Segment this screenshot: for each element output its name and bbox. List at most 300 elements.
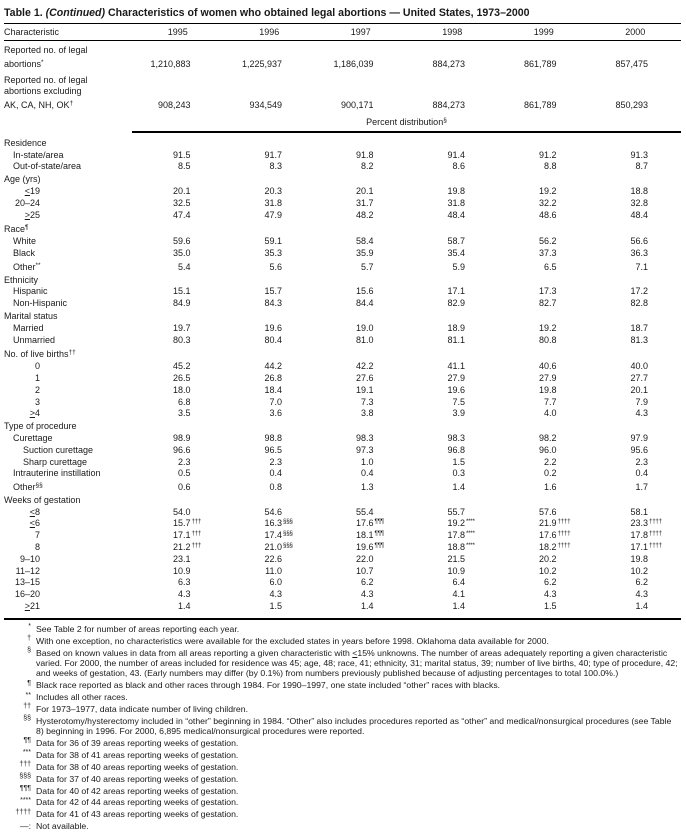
value-cell: 19.8 xyxy=(630,553,648,564)
row-label: <8 xyxy=(29,506,40,517)
footnote-marker: †† xyxy=(23,703,31,711)
value-cell: 0.4 xyxy=(360,468,374,479)
value-cell: 5.4 xyxy=(177,261,191,272)
footnote-text: Data for 38 of 41 areas reporting weeks of gestation. xyxy=(36,749,239,760)
spanner-row xyxy=(4,112,681,132)
value-cell: 1,225,937 xyxy=(241,58,282,69)
section-heading-row xyxy=(4,132,681,150)
footnote-mark: ¶¶¶ xyxy=(374,542,384,550)
footnote-mark: **** xyxy=(466,542,475,550)
footnote-marker: § xyxy=(27,647,31,655)
footnote-marker: †††† xyxy=(15,808,31,816)
year-header: 1998 xyxy=(407,24,499,41)
section-heading: No. of live births†† xyxy=(4,349,76,360)
data-row xyxy=(4,408,681,420)
row-label: Curettage xyxy=(13,432,53,443)
table-body xyxy=(4,41,681,619)
value-cell: 6.8 xyxy=(177,396,191,407)
row-label: Sharp curettage xyxy=(23,456,88,467)
value-cell: 18.7 xyxy=(630,322,648,333)
footnote-list xyxy=(4,624,681,832)
value-cell: 17.1 xyxy=(447,286,465,297)
value-cell: 91.5 xyxy=(172,149,191,160)
footnote-mark: * xyxy=(41,58,44,66)
data-row xyxy=(4,323,681,335)
value-cell: 0.2 xyxy=(543,468,557,479)
footnote-item xyxy=(4,762,681,772)
value-cell: 6.0 xyxy=(269,577,282,588)
footnote-mark: ** xyxy=(35,261,41,269)
footnote-mark: ¶ xyxy=(25,224,29,232)
value-cell: 884,273 xyxy=(432,100,465,111)
footnote-mark: ††† xyxy=(191,542,202,550)
value-cell: 4.3 xyxy=(635,408,648,419)
data-row xyxy=(4,298,681,310)
value-cell: 97.9 xyxy=(630,432,648,443)
value-cell: 19.1 xyxy=(355,384,374,395)
value-cell: 54.0 xyxy=(172,506,191,517)
value-cell: 1.4 xyxy=(177,601,191,612)
value-cell: 18.4 xyxy=(264,384,282,395)
value-cell: 58.4 xyxy=(355,236,374,247)
value-cell: 98.3 xyxy=(355,432,374,443)
footnote-marker: ** xyxy=(25,691,31,699)
footnote-mark: †††† xyxy=(557,518,571,526)
value-cell: 19.8 xyxy=(447,185,465,196)
value-cell: 96.6 xyxy=(172,444,191,455)
value-cell: 21.0 §§§ xyxy=(264,542,293,553)
footnote-item xyxy=(4,692,681,702)
row-label: 2 xyxy=(34,384,40,395)
characteristic-header: Characteristic xyxy=(4,24,132,41)
row-label: <19 xyxy=(24,185,40,196)
value-cell: 4.3 xyxy=(543,589,557,600)
footnote-text: With one exception, no characteristics were available for the excluded states in years before 1998. Oklahoma data available for 2000. xyxy=(36,635,549,646)
footnote-text: Data for 42 of 44 areas reporting weeks of gestation. xyxy=(36,797,239,808)
table-title xyxy=(4,7,681,19)
value-cell: 4.3 xyxy=(177,589,191,600)
footnote-marker: * xyxy=(28,623,31,631)
value-cell: 18.8 **** xyxy=(447,542,475,553)
footnote-mark: †† xyxy=(68,349,76,357)
row-label: 7 xyxy=(34,530,40,541)
section-heading: Weeks of gestation xyxy=(4,494,81,505)
value-cell: 861,789 xyxy=(523,58,557,69)
footnote-text: Hysterotomy/hysterectomy included in “other” beginning in 1984. “Other” also includes procedures reported as “other” and medical/nonsurgical procedures (see Table 8) beginning in 1996. For 2000, 6,895 medical/nonsurgical procedures were reported. xyxy=(36,715,672,737)
value-cell: 26.8 xyxy=(264,372,282,383)
value-cell: 18.2 †††† xyxy=(538,542,571,553)
section-heading: Age (yrs) xyxy=(4,174,41,185)
value-cell: 82.7 xyxy=(538,298,557,309)
value-cell: 54.6 xyxy=(264,506,282,517)
footnote-marker: *** xyxy=(22,749,31,757)
row-label: >4 xyxy=(29,408,40,419)
value-cell: 31.8 xyxy=(447,197,465,208)
section-heading: Type of procedure xyxy=(4,421,77,432)
footnote-mark: §§ xyxy=(35,482,43,490)
value-cell: 98.9 xyxy=(172,432,191,443)
row-label: Reported no. of legal abortions excluding AK, CA, NH, OK† xyxy=(4,74,88,111)
footnote-item xyxy=(4,774,681,784)
table-title-continued: (Continued) xyxy=(45,7,106,19)
footnote-item xyxy=(4,809,681,819)
value-cell: 18.1 ¶¶¶ xyxy=(355,530,384,541)
value-cell: 1.4 xyxy=(452,482,465,493)
section-heading-row xyxy=(4,346,681,361)
value-cell: 91.2 xyxy=(538,149,557,160)
value-cell: 19.6 xyxy=(447,384,465,395)
value-cell: 48.4 xyxy=(630,209,648,220)
row-label: Intrauterine instillation xyxy=(13,468,101,479)
value-cell: 20.2 xyxy=(538,553,557,564)
value-cell: 934,549 xyxy=(249,100,282,111)
value-cell: 4.3 xyxy=(269,589,282,600)
value-cell: 84.4 xyxy=(355,298,374,309)
footnote-text: Data for 36 of 39 areas reporting weeks of gestation. xyxy=(36,737,239,748)
value-cell: 8.8 xyxy=(543,161,557,172)
year-header: 1997 xyxy=(315,24,407,41)
value-cell: 17.8 **** xyxy=(447,530,475,541)
row-label: White xyxy=(13,236,37,247)
value-cell: 8.3 xyxy=(269,161,282,172)
footnote-marker: —: xyxy=(19,821,31,832)
value-cell: 23.1 xyxy=(172,553,191,564)
footnote-text: See Table 2 for number of areas reporting each year. xyxy=(36,623,240,634)
value-cell: 3.9 xyxy=(452,408,465,419)
count-row xyxy=(4,71,681,112)
value-cell: 10.2 xyxy=(630,565,648,576)
footnote-mark: ¶¶¶ xyxy=(374,518,384,526)
data-row xyxy=(4,542,681,554)
count-row xyxy=(4,41,681,71)
row-label: Non-Hispanic xyxy=(13,298,68,309)
value-cell: 884,273 xyxy=(432,58,465,69)
value-cell: 2.3 xyxy=(177,456,191,467)
value-cell: 10.9 xyxy=(172,565,191,576)
data-row xyxy=(4,480,681,494)
footnote-mark: †††† xyxy=(649,530,662,538)
value-cell: 91.3 xyxy=(630,149,648,160)
year-header: 1996 xyxy=(224,24,316,41)
value-cell: 27.6 xyxy=(355,372,374,383)
footnote-item xyxy=(4,821,681,831)
row-label: 0 xyxy=(34,361,40,372)
section-heading-row xyxy=(4,494,681,507)
data-row xyxy=(4,161,681,173)
value-cell: 97.3 xyxy=(355,444,374,455)
value-cell: 0.5 xyxy=(177,468,191,479)
value-cell: 6.5 xyxy=(543,261,557,272)
value-cell: 32.5 xyxy=(172,197,191,208)
year-header: 2000 xyxy=(590,24,682,41)
value-cell: 84.3 xyxy=(264,298,282,309)
row-label: Married xyxy=(13,322,44,333)
value-cell: 98.2 xyxy=(538,432,557,443)
data-row xyxy=(4,507,681,519)
footnote-mark: ††† xyxy=(191,518,202,526)
value-cell: 37.3 xyxy=(538,247,557,258)
value-cell: 8.5 xyxy=(177,161,191,172)
data-row xyxy=(4,260,681,274)
value-cell: 81.0 xyxy=(355,334,374,345)
value-cell: 82.9 xyxy=(447,298,465,309)
value-cell: 1.5 xyxy=(452,456,465,467)
row-label: 11–12 xyxy=(15,565,40,576)
value-cell: 56.6 xyxy=(630,236,648,247)
value-cell: 0.4 xyxy=(635,468,648,479)
footnote-mark: §§§ xyxy=(283,530,293,538)
value-cell: 80.3 xyxy=(172,334,191,345)
section-heading-row xyxy=(4,173,681,186)
footnote-item xyxy=(4,738,681,748)
value-cell: 11.0 xyxy=(265,565,282,576)
value-cell: 20.1 xyxy=(172,185,191,196)
section-heading: Residence xyxy=(4,137,47,148)
footnote-text: Data for 38 of 40 areas reporting weeks of gestation. xyxy=(36,761,239,772)
value-cell: 22.6 xyxy=(264,553,282,564)
year-header: 1999 xyxy=(498,24,590,41)
value-cell: 850,293 xyxy=(615,100,648,111)
value-cell: 44.2 xyxy=(264,361,282,372)
value-cell: 1.6 xyxy=(543,482,557,493)
value-cell: 47.4 xyxy=(172,209,191,220)
value-cell: 21.2 ††† xyxy=(172,542,202,553)
value-cell: 48.6 xyxy=(538,209,557,220)
row-label: >25 xyxy=(24,209,40,220)
data-row xyxy=(4,457,681,469)
value-cell: 1.4 xyxy=(635,601,648,612)
footnote-marker: §§§ xyxy=(19,773,31,781)
value-cell: 84.9 xyxy=(172,298,191,309)
value-cell: 19.2 xyxy=(538,322,557,333)
value-cell: 20.1 xyxy=(355,185,374,196)
footnote-mark: ††† xyxy=(191,530,202,538)
value-cell: 18.8 xyxy=(630,185,648,196)
value-cell: 59.6 xyxy=(172,236,191,247)
data-row xyxy=(4,210,681,222)
value-cell: 19.2 **** xyxy=(447,518,475,529)
row-label: Other§§ xyxy=(13,482,43,493)
value-cell: 58.1 xyxy=(630,506,648,517)
value-cell: 27.7 xyxy=(630,372,648,383)
characteristics-table xyxy=(4,23,681,620)
value-cell: 6.3 xyxy=(177,577,191,588)
value-cell: 4.3 xyxy=(360,589,374,600)
data-row xyxy=(4,150,681,162)
value-cell: 81.3 xyxy=(630,334,648,345)
row-label: Other** xyxy=(13,261,41,272)
value-cell: 98.8 xyxy=(264,432,282,443)
row-label: Reported no. of legal abortions* xyxy=(4,45,88,69)
footnote-text: Data for 40 of 42 areas reporting weeks of gestation. xyxy=(36,785,239,796)
data-row xyxy=(4,186,681,198)
footnote-text: For 1973–1977, data indicate number of living children. xyxy=(36,703,249,714)
section-heading-row xyxy=(4,221,681,236)
value-cell: 35.3 xyxy=(264,247,282,258)
data-row xyxy=(4,445,681,457)
footnote-mark: **** xyxy=(466,518,475,526)
value-cell: 17.3 xyxy=(538,286,557,297)
value-cell: 7.0 xyxy=(269,396,282,407)
data-row xyxy=(4,566,681,578)
footnote-item xyxy=(4,786,681,796)
year-header: 1995 xyxy=(132,24,224,41)
value-cell: 18.0 xyxy=(172,384,191,395)
value-cell: 4.0 xyxy=(543,408,557,419)
value-cell: 40.6 xyxy=(538,361,557,372)
value-cell: 42.2 xyxy=(355,361,374,372)
value-cell: 10.7 xyxy=(355,565,374,576)
value-cell: 5.7 xyxy=(360,261,374,272)
value-cell: 1.3 xyxy=(360,482,374,493)
section-heading-row xyxy=(4,274,681,287)
value-cell: 2.2 xyxy=(543,456,557,467)
value-cell: 21.5 xyxy=(447,553,465,564)
value-cell: 91.8 xyxy=(355,149,374,160)
data-row xyxy=(4,554,681,566)
value-cell: 1.4 xyxy=(360,601,374,612)
footnote-mark: ¶¶¶ xyxy=(374,530,384,538)
value-cell: 96.8 xyxy=(447,444,465,455)
footnote-text: Based on known values in data from all areas reporting a given characteristic with <15% unknowns. The number of areas adequately reporting a given characteristic varied. For 2000, the number of areas included for residence was 45; age, 48; race, 41; ethnicity, 31; marital status, 39; number of live births, 40; type of procedure, 42; and weeks of gestation, 43. (Early numbers may differ (by 0.1%) from numbers previously published because of adjusting percentages to total 100.0%.) xyxy=(36,647,678,679)
value-cell: 19.7 xyxy=(172,322,191,333)
value-cell: 82.8 xyxy=(630,298,648,309)
value-cell: 48.2 xyxy=(355,209,374,220)
row-label: 8 xyxy=(34,542,40,553)
footnote-mark: § xyxy=(443,116,447,124)
value-cell: 91.7 xyxy=(264,149,282,160)
value-cell: 91.4 xyxy=(447,149,465,160)
value-cell: 55.4 xyxy=(355,506,374,517)
value-cell: 10.9 xyxy=(447,565,465,576)
value-cell: 18.9 xyxy=(447,322,465,333)
footnote-mark: †††† xyxy=(649,518,662,526)
row-label: >21 xyxy=(24,601,40,612)
row-label: 9–10 xyxy=(19,553,40,564)
row-label: <6 xyxy=(29,518,40,529)
value-cell: 22.0 xyxy=(355,553,374,564)
data-row xyxy=(4,361,681,373)
footnote-text: Data for 37 of 40 areas reporting weeks of gestation. xyxy=(36,773,239,784)
value-cell: 7.3 xyxy=(360,396,374,407)
value-cell: 27.9 xyxy=(447,372,465,383)
value-cell: 17.6 ¶¶¶ xyxy=(355,518,384,529)
footnote-mark: †††† xyxy=(649,542,662,550)
value-cell: 0.3 xyxy=(452,468,465,479)
row-label: In-state/area xyxy=(13,149,64,160)
value-cell: 4.1 xyxy=(452,589,465,600)
value-cell: 32.2 xyxy=(538,197,557,208)
value-cell: 19.0 xyxy=(355,322,374,333)
value-cell: 95.6 xyxy=(630,444,648,455)
value-cell: 15.1 xyxy=(172,286,191,297)
value-cell: 6.2 xyxy=(360,577,374,588)
value-cell: 0.6 xyxy=(177,482,191,493)
value-cell: 47.9 xyxy=(264,209,282,220)
value-cell: 19.8 xyxy=(538,384,557,395)
value-cell: 1.0 xyxy=(360,456,374,467)
value-cell: 6.4 xyxy=(452,577,465,588)
footnote-item xyxy=(4,750,681,760)
value-cell: 4.3 xyxy=(635,589,648,600)
section-heading-row xyxy=(4,310,681,323)
footnote-marker: ¶ xyxy=(27,679,31,687)
data-row xyxy=(4,335,681,347)
value-cell: 15.7 ††† xyxy=(172,518,202,529)
value-cell: 36.3 xyxy=(630,247,648,258)
value-cell: 23.3 †††† xyxy=(630,518,662,529)
footnote-mark: §§§ xyxy=(283,542,293,550)
data-row xyxy=(4,601,681,613)
value-cell: 7.9 xyxy=(635,396,648,407)
value-cell: 80.8 xyxy=(538,334,557,345)
value-cell: 6.2 xyxy=(543,577,557,588)
value-cell: 20.3 xyxy=(264,185,282,196)
percent-distribution-spanner: Percent distribution§ xyxy=(132,112,681,132)
data-row xyxy=(4,433,681,445)
value-cell: 7.7 xyxy=(543,396,557,407)
section-heading-row xyxy=(4,420,681,433)
value-cell: 0.8 xyxy=(269,482,282,493)
data-row xyxy=(4,286,681,298)
footnote-item xyxy=(4,716,681,737)
data-row xyxy=(4,530,681,542)
value-cell: 27.9 xyxy=(538,372,557,383)
value-cell: 5.9 xyxy=(452,261,465,272)
value-cell: 15.6 xyxy=(355,286,374,297)
value-cell: 17.1 ††† xyxy=(172,530,202,541)
row-label: 3 xyxy=(34,396,40,407)
value-cell: 19.6 ¶¶¶ xyxy=(355,542,384,553)
footnote-item xyxy=(4,704,681,714)
value-cell: 15.7 xyxy=(264,286,282,297)
value-cell: 1.7 xyxy=(635,482,648,493)
row-label: Hispanic xyxy=(13,286,48,297)
data-row xyxy=(4,468,681,480)
value-cell: 17.8 †††† xyxy=(630,530,662,541)
value-cell: 17.2 xyxy=(630,286,648,297)
section-heading: Ethnicity xyxy=(4,274,39,285)
value-cell: 56.2 xyxy=(538,236,557,247)
value-cell: 31.8 xyxy=(264,197,282,208)
footnote-marker: † xyxy=(27,635,31,643)
data-row xyxy=(4,518,681,530)
value-cell: 21.9 †††† xyxy=(538,518,571,529)
value-cell: 59.1 xyxy=(264,236,282,247)
row-label: Suction curettage xyxy=(23,444,94,455)
table-title-text: Characteristics of women who obtained legal abortions — United States, 1973–2000 xyxy=(108,7,530,19)
value-cell: 900,171 xyxy=(340,100,374,111)
value-cell: 17.1 †††† xyxy=(630,542,662,553)
value-cell: 96.0 xyxy=(538,444,557,455)
footnote-item xyxy=(4,680,681,690)
value-cell: 58.7 xyxy=(447,236,465,247)
footnote-marker: ¶¶¶ xyxy=(19,785,31,793)
data-row xyxy=(4,198,681,210)
value-cell: 10.2 xyxy=(538,565,557,576)
value-cell: 7.1 xyxy=(635,261,648,272)
value-cell: 80.4 xyxy=(264,334,282,345)
row-label: 16–20 xyxy=(14,589,40,600)
value-cell: 16.3 §§§ xyxy=(264,518,293,529)
value-cell: 857,475 xyxy=(615,58,648,69)
value-cell: 908,243 xyxy=(157,100,191,111)
footnote-item xyxy=(4,648,681,679)
value-cell: 1,186,039 xyxy=(333,58,374,69)
value-cell: 3.8 xyxy=(360,408,374,419)
value-cell: 1.5 xyxy=(543,601,557,612)
data-row xyxy=(4,373,681,385)
